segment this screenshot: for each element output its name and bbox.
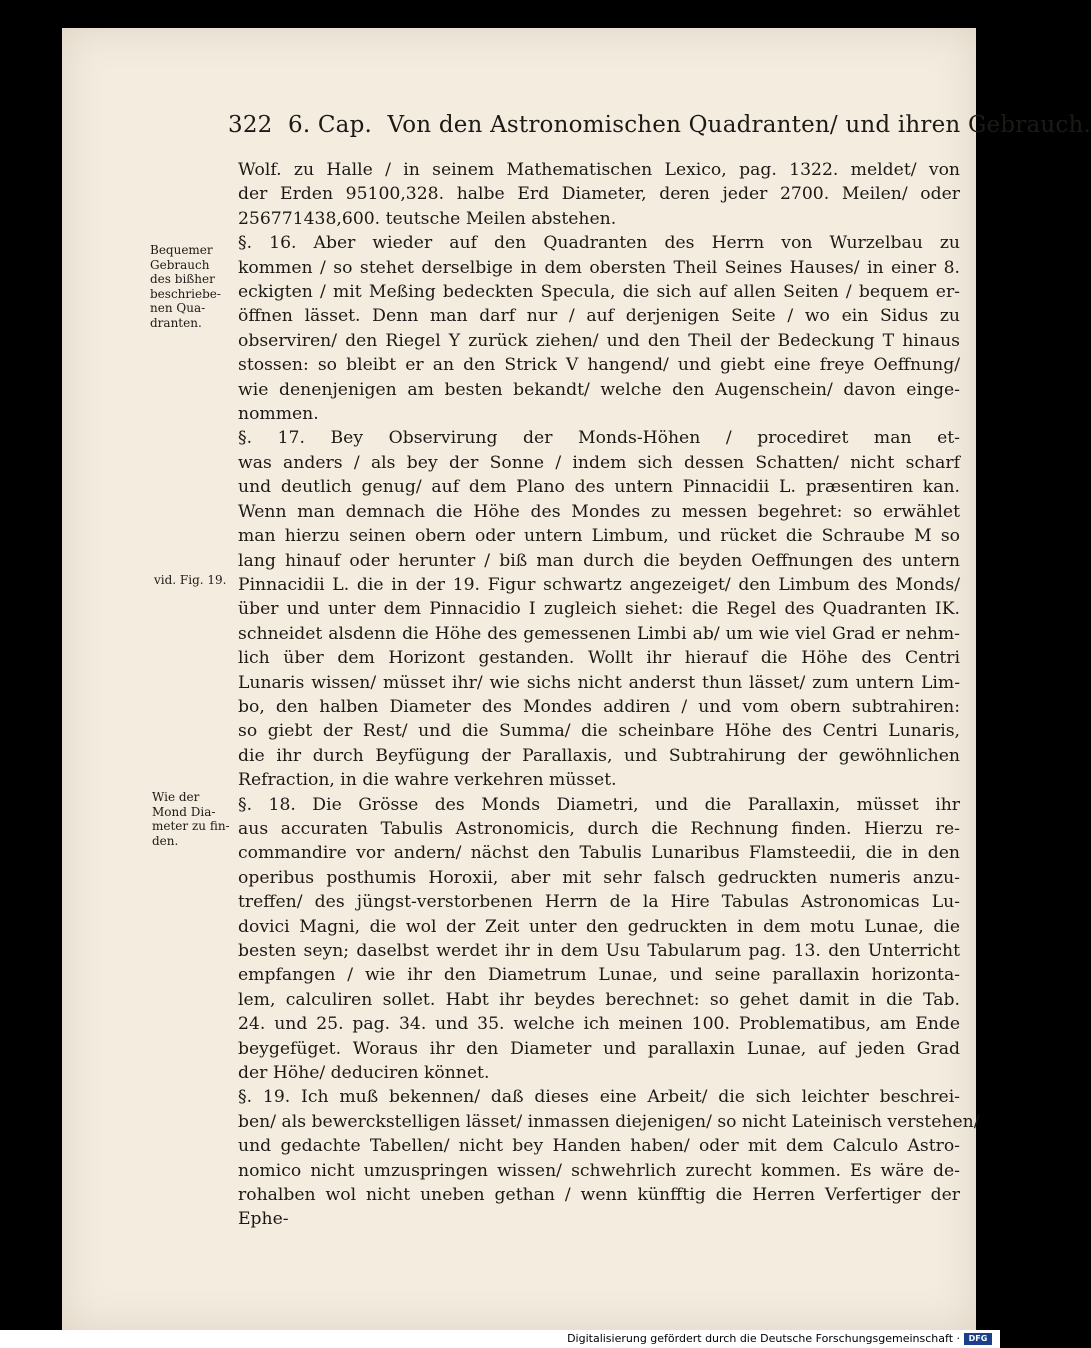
text-line: aus accuraten Tabulis Astronomicis, durch die Rechnung finden. Hierzu re- — [238, 818, 960, 839]
text-line: lem, calculiren sollet. Habt ihr beydes berechnet: so gehet damit in die Tab. — [238, 989, 960, 1010]
text-line: kommen / so stehet derselbige in dem obersten Theil Seines Hauses/ in einer 8. — [238, 257, 960, 278]
text-line: Wolf. zu Halle / in seinem Mathematischen Lexico, pag. 1322. meldet/ von — [238, 160, 960, 180]
running-header — [228, 112, 1091, 138]
margin-note-figure-ref: vid. Fig. 19. — [154, 573, 227, 587]
margin-note-line: des bißher — [150, 272, 215, 287]
body-text — [238, 158, 980, 1232]
text-line: stossen: so bleibt er an den Strick V hangend/ und giebt eine freye Oeffnung/ — [238, 355, 960, 376]
margin-note-line: Mond Dia- — [152, 804, 216, 819]
text-line: beygefüget. Woraus ihr den Diameter und parallaxin Lunae, auf jeden Grad — [238, 1038, 960, 1059]
text-line: §. 19. Ich muß bekennen/ daß dieses eine Arbeit/ die sich leichter beschrei- — [238, 1087, 960, 1108]
text-line: nomico nicht umzuspringen wissen/ schwehrlich zurecht kommen. Es wäre de- — [238, 1160, 960, 1181]
margin-note-line: Gebrauch — [150, 257, 210, 272]
text-line: rohalben wol nicht uneben gethan / wenn künfftig die Herren Verfertiger der — [238, 1185, 960, 1206]
margin-note-line: meter zu fin- — [152, 819, 230, 834]
margin-note-line: nen Qua- — [150, 301, 206, 316]
text-line: §. 18. Die Grösse des Monds Diametri, und die Parallaxin, müsset ihr — [238, 794, 960, 815]
text-line: der Höhe/ deduciren könnet. — [238, 1063, 490, 1084]
text-line: was anders / als bey der Sonne / indem sich dessen Schatten/ nicht scharf — [238, 452, 960, 473]
text-line: 24. und 25. pag. 34. und 35. welche ich meinen 100. Problematibus, am Ende — [238, 1014, 960, 1035]
text-line: nommen. — [238, 404, 319, 425]
margin-note-line: den. — [152, 833, 179, 848]
text-line: treffen/ des jüngst-verstorbenen Herrn de la Hire Tabulas Astronomicas Lu- — [238, 892, 960, 913]
text-line: lich über dem Horizont gestanden. Wollt ihr hierauf die Höhe des Centri — [238, 648, 960, 669]
text-line: über und unter dem Pinnacidio I zugleich siehet: die Regel des Quadranten IK. — [238, 599, 960, 620]
text-line: Wenn man demnach die Höhe des Mondes zu messen begehret: so erwählet — [238, 501, 960, 522]
text-line: dovici Magni, die wol der Zeit unter den gedruckten in dem motu Lunae, die — [238, 916, 960, 937]
text-line: Ephe- — [238, 1209, 289, 1230]
text-line: öffnen lässet. Denn man darf nur / auf derjenigen Seite / wo ein Sidus zu — [238, 306, 960, 327]
text-line: operibus posthumis Horoxii, aber mit sehr falsch gedruckten numeris anzu- — [238, 867, 960, 888]
text-line: man hierzu seinen obern oder untern Limbum, und rücket die Schraube M so — [238, 526, 960, 547]
chapter-label: 6. Cap. — [288, 112, 373, 138]
text-line: besten seyn; daselbst werdet ihr in dem Usu Tabularum pag. 13. den Unterricht — [238, 941, 960, 961]
page-number: 322 — [228, 112, 273, 138]
text-line: lang hinauf oder herunter / biß man durch die beyden Oeffnungen des untern — [238, 550, 960, 571]
text-line: Lunaris wissen/ müsset ihr/ wie sichs nicht anderst thun lässet/ zum untern Lim- — [238, 672, 960, 693]
text-line: ben/ als bewerckstelligen lässet/ inmassen diejenigen/ so nicht Lateinisch verstehen/ — [238, 1111, 980, 1132]
text-line: commandire vor andern/ nächst den Tabulis Lunaribus Flamsteedii, die in den — [238, 843, 960, 864]
page-title: Von den Astronomischen Quadranten/ und ihren Gebrauch. — [387, 112, 1091, 138]
margin-note-mond-diameter — [152, 790, 238, 848]
margin-note-line: Bequemer — [150, 243, 213, 257]
margin-note-line: Wie der — [152, 790, 200, 804]
text-line: schneidet alsdenn die Höhe des gemessenen Limbi ab/ um wie viel Grad er nehm- — [238, 623, 960, 644]
text-line: empfangen / wie ihr den Diametrum Lunae, und seine parallaxin horizonta- — [238, 965, 960, 986]
text-line: und deutlich genug/ auf dem Plano des untern Pinnacidii L. præsentiren kan. — [238, 477, 960, 498]
text-line: §. 17. Bey Observirung der Monds-Höhen / procediret man et- — [238, 428, 960, 449]
text-line: die ihr durch Beyfügung der Parallaxis, und Subtrahirung der gewöhnlichen — [238, 745, 960, 766]
text-line: so giebt der Rest/ und die Summa/ die scheinbare Höhe des Centri Lunaris, — [238, 721, 960, 742]
text-line: Pinnacidii L. die in der 19. Figur schwartz angezeiget/ den Limbum des Monds/ — [238, 574, 960, 595]
text-line: §. 16. Aber wieder auf den Quadranten des Herrn von Wurzelbau zu — [238, 233, 960, 254]
text-line: und gedachte Tabellen/ nicht bey Handen haben/ oder mit dem Calculo Astro- — [238, 1136, 960, 1157]
text-line: der Erden 95100,328. halbe Erd Diameter, deren jeder 2700. Meilen/ oder — [238, 184, 960, 205]
margin-note-line: beschriebe- — [150, 286, 221, 301]
text-line: wie denenjenigen am besten bekandt/ welche den Augenschein/ davon einge- — [238, 379, 960, 400]
funding-note: Digitalisierung gefördert durch die Deutsche Forschungsgemeinschaft · — [567, 1332, 960, 1345]
margin-note-line: dranten. — [150, 315, 202, 330]
footer-bar — [0, 1330, 1000, 1348]
text-line: 256771438,600. teutsche Meilen abstehen. — [238, 208, 617, 229]
margin-note-bequemer-gebrauch — [150, 243, 230, 331]
text-line: Refraction, in die wahre verkehren müsset. — [238, 770, 617, 791]
text-line: observiren/ den Riegel Y zurück ziehen/ und den Theil der Bedeckung T hinaus — [238, 330, 960, 351]
text-line: eckigten / mit Meßing bedeckten Specula, die sich auf allen Seiten / bequem er- — [238, 282, 960, 303]
dfg-logo: DFG — [964, 1333, 992, 1345]
text-line: bo, den halben Diameter des Mondes addiren / und vom obern subtrahiren: — [238, 696, 960, 717]
